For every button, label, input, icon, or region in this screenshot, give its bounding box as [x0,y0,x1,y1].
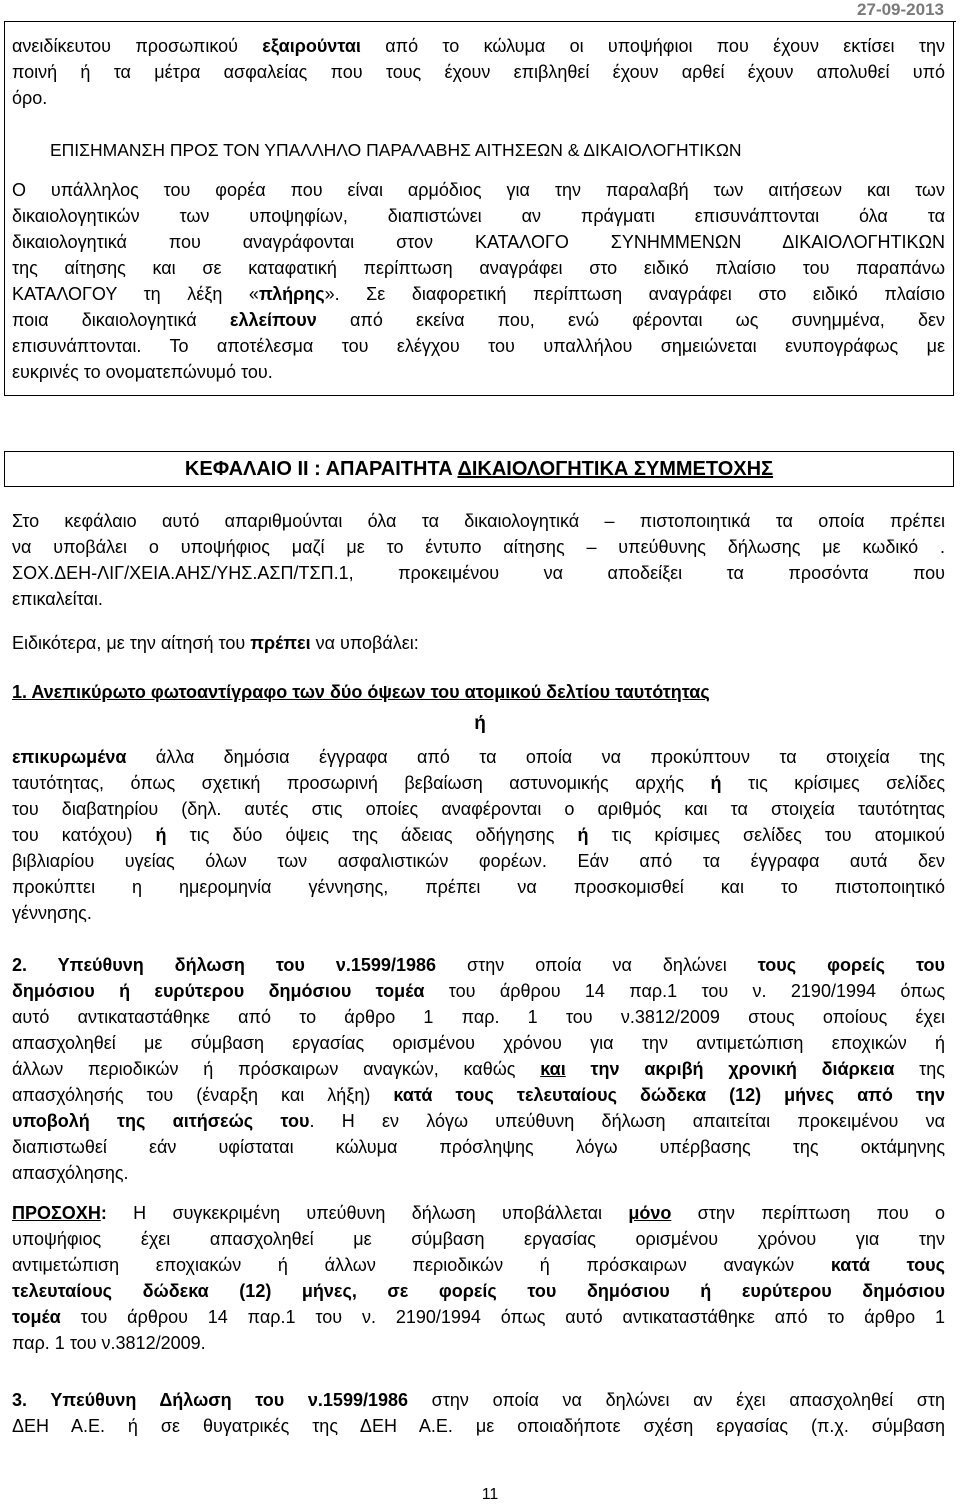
text-line: 1. Ανεπικύρωτο φωτοαντίγραφο των δύο όψεων του ατομικού δελτίου ταυτότητας [12,682,710,702]
specifically-line [12,630,945,656]
text-line: υποψήφιος έχει απασχοληθεί με σύμβαση εργασίας ορισμένου χρόνου για την [12,1229,945,1249]
text-line: υποβολή της αιτήσεώς του. Η εν λόγω υπεύθυνη δήλωση απαιτείται προκειμένου να [12,1111,945,1131]
text-line: προκύπτει η ημερομηνία γέννησης, πρέπει να προσκομισθεί και το πιστοποιητικό [12,877,945,897]
text-line: ΣΟΧ.ΔΕΗ-ΛΙΓ/ΧΕΙΑ.ΑΗΣ/ΥΗΣ.ΑΣΠ/ΤΣΠ.1, προκειμένου να αποδείξει τα προσόντα που [12,563,945,583]
text-line: διαπιστωθεί εάν υφίσταται κώλυμα πρόσληψης λόγω υπέρβασης της οκτάμηνης [12,1137,945,1157]
header-date: 27-09-2013 [857,0,944,19]
item-1-title [12,679,945,705]
text-line: απασχόλησης. [12,1163,129,1183]
text-line: 3. Υπεύθυνη Δήλωση του ν.1599/1986 στην οποία να δηλώνει αν έχει απασχοληθεί στη [12,1390,945,1410]
text-line: Στο κεφάλαιο αυτό απαριθμούνται όλα τα δικαιολογητικά – πιστοποιητικά τα οποία πρέπει [12,511,945,531]
notice-body [12,1200,945,1356]
text-line: ποινή ή τα μέτρα ασφαλείας που τους έχουν επιβληθεί έχουν αρθεί έχουν απολυθεί υπό [12,62,945,82]
text-line: Ειδικότερα, με την αίτησή του πρέπει να υποβάλει: [12,633,419,653]
text-line: να υποβάλει ο υποψήφιος μαζί με το έντυπο αίτησης – υπεύθυνης δήλωσης με κωδικό . [12,537,945,557]
text-line: τελευταίους δώδεκα (12) μήνες, σε φορείς του δημόσιου ή ευρύτερου δημόσιου [12,1281,945,1301]
text-line: ΚΑΤΑΛΟΓΟΥ τη λέξη «πλήρης». Σε διαφορετική περίπτωση αναγράφει στο ειδικό πλαίσιο [12,284,945,304]
text-line: του κατόχου) ή τις δύο όψεις της άδειας οδήγησης ή τις κρίσιμες σελίδες του ατομικού [12,825,945,845]
text-line: ΠΡΟΣΟΧΗ: Η συγκεκριμένη υπεύθυνη δήλωση υποβάλλεται μόνο στην περίπτωση που ο [12,1203,945,1223]
text-line: ταυτότητας, όπως σχετική προσωρινή βεβαίωση αστυνομικής αρχής ή τις κρίσιμες σελίδες [12,773,945,793]
text-line: αυτό αντικαταστάθηκε από το άρθρο 1 παρ. 1 του ν.3812/2009 στους οποίους έχει [12,1007,945,1027]
item-1-or: ή [474,713,486,734]
chapter-intro-paragraph [12,508,945,612]
text-line: δημόσιου ή ευρύτερου δημόσιου τομέα του άρθρου 14 παρ.1 του ν. 2190/1994 όπως [12,981,946,1001]
chapter-title: ΚΕΦΑΛΑΙΟ ΙΙ : ΑΠΑΡΑΙΤΗΤΑ ΔΙΚΑΙΟΛΟΓΗΤΙΚΑ ΣΥΜΜΕΤΟΧΗΣ [4,451,954,487]
text-line: όρο. [12,88,48,108]
item-1-body [12,744,945,926]
text-line: βιβλιαρίου υγείας όλων των ασφαλιστικών φορέων. Εάν από τα έγγραφα αυτά δεν [12,851,945,871]
item-2-body [12,952,945,1186]
text-line: τομέα του άρθρου 14 παρ.1 του ν. 2190/1994 όπως αυτό αντικαταστάθηκε από το άρθρο 1 [12,1307,945,1327]
page-number: 11 [481,1486,499,1503]
text-line: της αίτησης και σε καταφατική περίπτωση αναγράφει στο ειδικό πλαίσιο του παραπάνω [12,258,945,278]
text-line: δικαιολογητικών των υποψηφίων, διαπιστώνει αν πράγματι επισυνάπτονται όλα τα [12,206,945,226]
text-line: 2. Υπεύθυνη δήλωση του ν.1599/1986 στην οποία να δηλώνει τους φορείς του [12,955,946,975]
text-line: ποια δικαιολογητικά ελλείπουν από εκείνα που, ενώ φέρονται ως συνημμένα, δεν [12,310,945,330]
text-line: ανειδίκευτου προσωπικού εξαιρούνται από το κώλυμα οι υποψήφιοι που έχουν εκτίσει την [12,36,945,56]
text-line: γέννησης. [12,903,92,923]
text-line: Ο υπάλληλος του φορέα που είναι αρμόδιος για την παραλαβή των αιτήσεων και των [12,180,945,200]
text-line: ΔΕΗ Α.Ε. ή σε θυγατρικές της ΔΕΗ Α.Ε. με οποιαδήποτε σχέση εργασίας (π.χ. σύμβαση [12,1416,945,1436]
text-line: ευκρινές το ονοματεπώνυμό του. [12,362,273,382]
text-line: δικαιολογητικά που αναγράφονται στον ΚΑΤΑΛΟΓΟ ΣΥΝΗΜΜΕΝΩΝ ΔΙΚΑΙΟΛΟΓΗΤΙΚΩΝ [12,232,945,252]
text-line: επικυρωμένα άλλα δημόσια έγγραφα από τα οποία να προκύπτουν τα στοιχεία της [12,747,945,767]
text-line: αντιμετώπιση εποχιακών ή άλλων περιοδικών ή πρόσκαιρων αναγκών κατά τους [12,1255,946,1275]
box-body-paragraph [12,177,945,385]
text-line: επισυνάπτονται. Το αποτέλεσμα του ελέγχου του υπαλλήλου σημειώνεται ενυπογράφως με [12,336,945,356]
text-line: απασχοληθεί με σύμβαση εργασίας ορισμένου χρόνου για την αντιμετώπιση εποχικών ή [12,1033,945,1053]
box-heading: ΕΠΙΣΗΜΑΝΣΗ ΠΡΟΣ ΤΟΝ ΥΠΑΛΛΗΛΟ ΠΑΡΑΛΑΒΗΣ ΑΙΤΗΣΕΩΝ & ΔΙΚΑΙΟΛΟΓΗΤΙΚΩΝ [50,140,742,160]
text-line: άλλων περιοδικών ή πρόσκαιρων αναγκών, καθώς και την ακριβή χρονική διάρκεια της [12,1059,945,1079]
item-3-body [12,1387,945,1439]
text-line: του διαβατηρίου (δηλ. αυτές στις οποίες αναφέρονται ο αριθμός και τα στοιχεία ταυτότητας [12,799,945,819]
text-line: επικαλείται. [12,589,103,609]
box-intro-paragraph [12,33,945,111]
text-line: παρ. 1 του ν.3812/2009. [12,1333,206,1353]
text-line: απασχόλησής του (έναρξη και λήξη) κατά τους τελευταίους δώδεκα (12) μήνες από την [12,1085,945,1105]
